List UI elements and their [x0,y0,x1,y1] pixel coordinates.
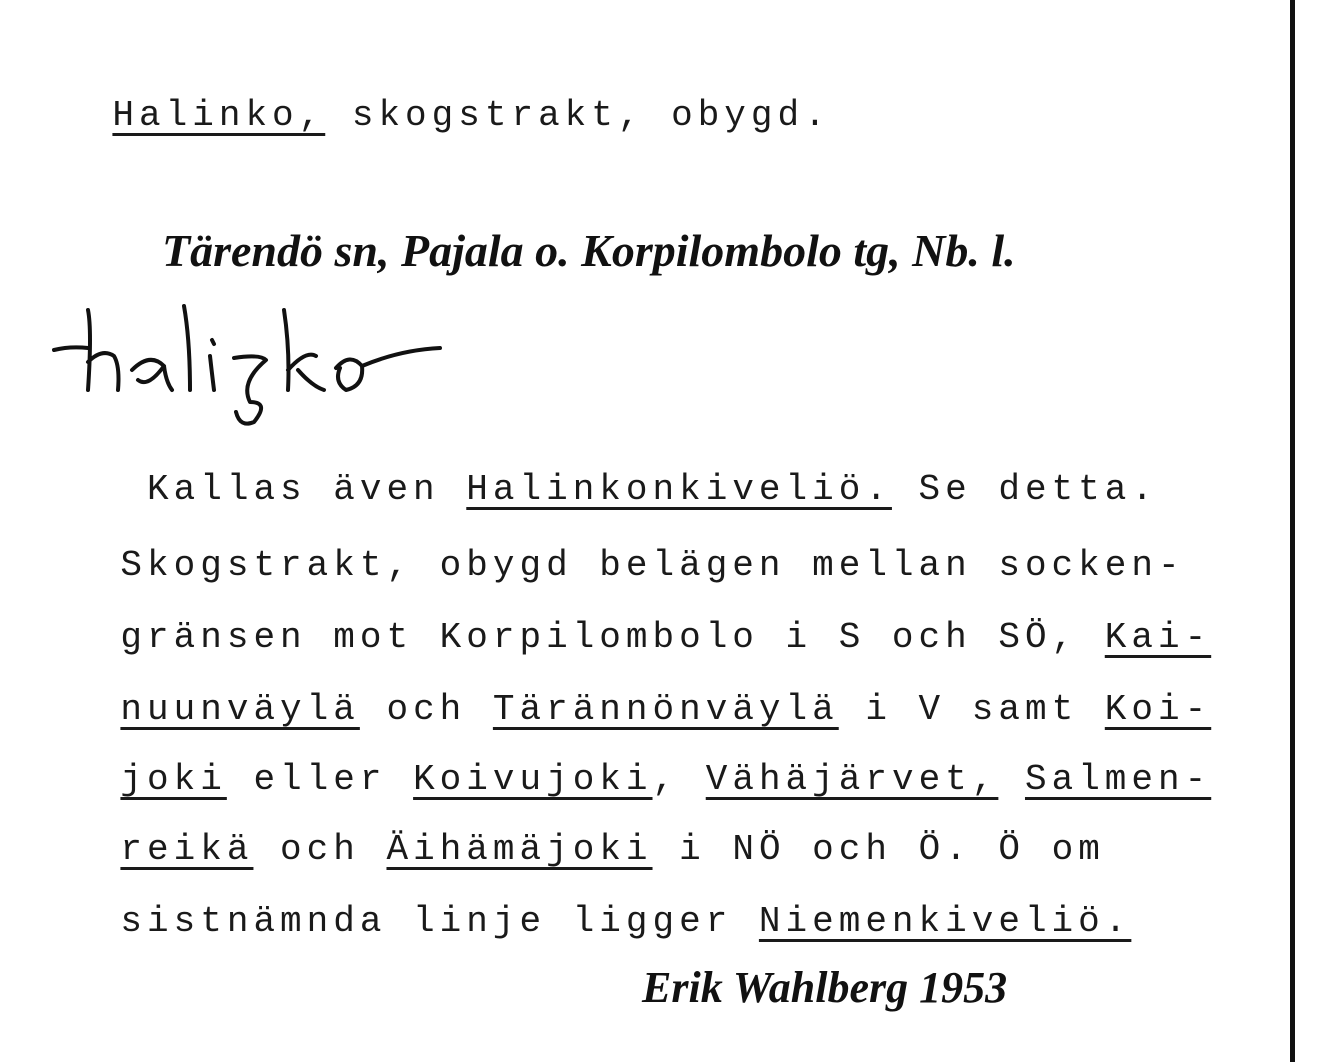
body-line-1-seg-2: Halinkonkiveliö. [466,469,892,510]
body-line-1-seg-1: Kallas även [120,469,467,510]
card-edge-line [1290,0,1295,1062]
body-line-6-seg-1: reikä [120,829,254,870]
body-line-5-seg-6 [998,759,1025,800]
body-line-5-seg-4: , [652,759,706,800]
body-line-5-seg-3: Koivujoki [413,759,653,800]
body-line-5-seg-2: eller [226,759,414,800]
body-line-6-seg-2: och [253,829,387,870]
body-line-6-seg-3: Äihämäjoki [386,829,653,870]
body-line-7-seg-1: sistnämnda linje ligger [120,901,759,942]
body-line-7 [14,868,1131,976]
body-line-7-seg-2: Niemenkiveliö. [758,901,1132,942]
body-line-4-seg-5: Koi- [1104,689,1212,730]
place-name: Halinko, [112,95,326,136]
body-line-4-seg-2: och [359,689,493,730]
body-line-5-seg-1: joki [120,759,227,800]
body-line-5-seg-5: Vähäjärvet, [705,759,999,800]
body-line-4-seg-3: Tärännönväylä [492,689,839,730]
body-line-2-seg-1: Skogstrakt, obygd belägen mellan socken- [120,545,1185,586]
body-line-4-seg-1: nuunväylä [120,689,360,730]
place-description: skogstrakt, obygd. [325,95,831,136]
header-line [6,62,831,170]
body-line-3-seg-2: Kai- [1104,617,1212,658]
body-line-5-seg-7: Salmen- [1024,759,1212,800]
handwritten-word [40,290,520,430]
body-line-1-seg-3: Se detta. [891,469,1158,510]
signature: Erik Wahlberg 1953 [642,963,1008,1012]
location-stamp: Tärendö sn, Pajala o. Korpilombolo tg, Nb. l. [162,225,1016,276]
body-line-4-seg-4: i V samt [838,689,1105,730]
body-line-6-seg-4: i NÖ och Ö. Ö om [652,829,1105,870]
body-line-3-seg-1: gränsen mot Korpilombolo i S och SÖ, [120,617,1105,658]
